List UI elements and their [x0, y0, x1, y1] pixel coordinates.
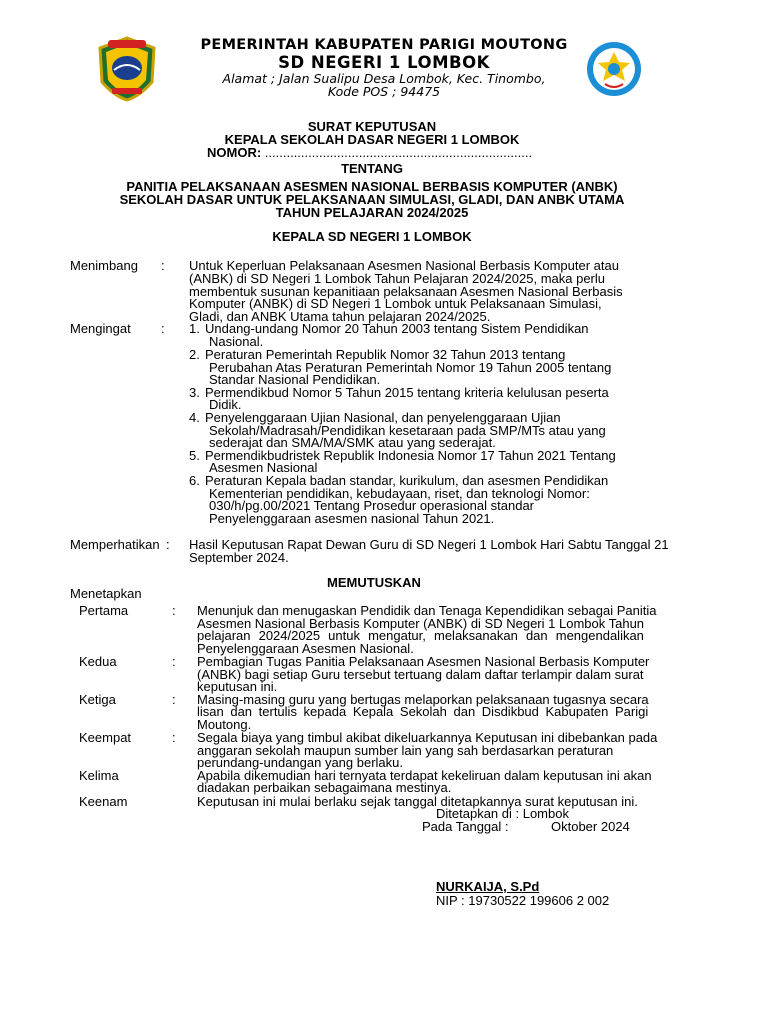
list-item-number: 2. — [189, 347, 200, 362]
decision-label: Keempat — [79, 730, 132, 745]
about-label: TENTANG — [341, 161, 403, 176]
list-item-line: Undang-undang Nomor 20 Tahun 2003 tentang Sistem Pendidikan — [205, 321, 589, 336]
decision-colon: : — [172, 730, 176, 745]
decision-line: Asesmen Nasional Berbasis Komputer (ANBK) di SD Negeri 1 Lombok Tahun — [197, 616, 645, 631]
number-dots: .......................................................................... — [264, 145, 533, 160]
list-item-line: Nasional. — [209, 334, 264, 349]
decision-line: Menunjuk dan menugaskan Pendidik dan Tenaga Kependidikan sebagai Panitia — [197, 603, 657, 618]
decision-line: (ANBK) bagi setiap Guru tersebut tertuang dalam daftar terlampir dalam surat — [197, 667, 644, 682]
issuer: KEPALA SEKOLAH DASAR NEGERI 1 LOMBOK — [224, 132, 520, 147]
mengingat-colon: : — [161, 321, 165, 336]
list-item-line: Peraturan Pemerintah Republik Nomor 32 Tahun 2013 tentang — [205, 347, 566, 362]
list-item-number: 1. — [189, 321, 200, 336]
decision-line: Apabila dikemudian hari ternyata terdapat kekeliruan dalam keputusan ini akan — [197, 768, 652, 783]
menimbang-colon: : — [161, 258, 165, 273]
decision-line: Moutong. — [197, 717, 252, 732]
decision-label: Pertama — [79, 603, 129, 618]
list-item-line: 030/h/pg.00/2021 Tentang Prosedur operasional standar — [209, 498, 535, 513]
list-item-line: Permendikbudristek Republik Indonesia Nomor 17 Tahun 2021 Tentang — [205, 448, 616, 463]
list-item-line: Peraturan Kepala badan standar, kurikulum, dan asesmen Pendidikan — [205, 473, 609, 488]
tut-wuri-logo — [585, 40, 643, 98]
subject-line1: PANITIA PELAKSANAAN ASESMEN NASIONAL BERBASIS KOMPUTER (ANBK) — [126, 179, 618, 194]
decision-colon: : — [172, 692, 176, 707]
decision-line: keputusan ini. — [197, 679, 278, 694]
memperhatikan-line: Hasil Keputusan Rapat Dewan Guru di SD Negeri 1 Lombok Hari Sabtu Tanggal 21 — [189, 537, 669, 552]
list-item-line: Permendikbud Nomor 5 Tahun 2015 tentang kriteria kelulusan peserta — [205, 385, 609, 400]
regency-logo — [96, 36, 158, 102]
decision-label: Keenam — [79, 794, 128, 809]
list-item-number: 4. — [189, 410, 200, 425]
menimbang-line: Komputer (ANBK) di SD Negeri 1 Lombok untuk Pelaksanaan Simulasi, — [189, 296, 602, 311]
signature-date-value: Oktober 2024 — [551, 819, 630, 834]
letterhead-address-line2: Kode POS ; 94475 — [327, 84, 441, 99]
decision-line: lisan dan tertulis kepada Kepala Sekolah dan Disdikbud Kabupaten Parigi — [197, 704, 649, 719]
menimbang-line: Gladi, dan ANBK Utama tahun pelajaran 2024/2025. — [189, 309, 491, 324]
decision-colon: : — [172, 603, 176, 618]
decision-label: Kedua — [79, 654, 117, 669]
memperhatikan-colon: : — [166, 537, 170, 552]
list-item-line: Perubahan Atas Peraturan Pemerintah Nomor 19 Tahun 2005 tentang — [209, 360, 612, 375]
mengingat-label: Mengingat — [70, 321, 131, 336]
menimbang-line: Untuk Keperluan Pelaksanaan Asesmen Nasional Berbasis Komputer atau — [189, 258, 619, 273]
decree-number — [207, 145, 532, 160]
memperhatikan-line: September 2024. — [189, 550, 289, 565]
decision-colon: : — [172, 654, 176, 669]
decision-line: Pembagian Tugas Panitia Pelaksanaan Asesmen Nasional Berbasis Komputer — [197, 654, 650, 669]
menimbang-line: membentuk susunan kepanitiaan pelaksanaan Asesmen Nasional Berbasis — [189, 284, 623, 299]
subject-line2: SEKOLAH DASAR UNTUK PELAKSANAAN SIMULASI, GLADI, DAN ANBK UTAMA — [119, 192, 625, 207]
list-item-line: Sekolah/Madrasah/Pendidikan kesetaraan pada SMP/MTs atau yang — [209, 423, 606, 438]
number-label: NOMOR: — [207, 145, 262, 160]
decision-line: Segala biaya yang timbul akibat dikeluarkannya Keputusan ini dibebankan pada — [197, 730, 658, 745]
decision-line: Penyelenggaraan Asesmen Nasional. — [197, 641, 414, 656]
list-item-line: Kementerian pendidikan, kebudayaan, riset, dan teknologi Nomor: — [209, 486, 590, 501]
doc-type: SURAT KEPUTUSAN — [307, 119, 437, 134]
menetapkan-label: Menetapkan — [70, 586, 142, 601]
list-item-line: Penyelenggaraan Ujian Nasional, dan penyelenggaraan Ujian — [205, 410, 561, 425]
decision-line: pelajaran 2024/2025 untuk mengatur, melaksanakan dan mengendalikan — [197, 628, 644, 643]
list-item-line: Standar Nasional Pendidikan. — [209, 372, 381, 387]
signatory-nip: NIP : 19730522 199606 2 002 — [436, 893, 610, 908]
menimbang-label: Menimbang — [70, 258, 138, 273]
decision-heading: MEMUTUSKAN — [327, 575, 421, 590]
letterhead-address-line1: Alamat ; Jalan Sualipu Desa Lombok, Kec. Tinombo, — [222, 71, 546, 86]
list-item-number: 5. — [189, 448, 200, 463]
authority: KEPALA SD NEGERI 1 LOMBOK — [272, 229, 472, 244]
decision-line: diadakan perbaikan sebagaimana mestinya. — [197, 780, 452, 795]
list-item-number: 6. — [189, 473, 200, 488]
list-item-number: 3. — [189, 385, 200, 400]
memperhatikan-label: Memperhatikan — [70, 537, 160, 552]
letterhead-government: PEMERINTAH KABUPATEN PARIGI MOUTONG — [200, 37, 568, 53]
signature-date-label: Pada Tanggal : — [422, 819, 509, 834]
subject-line3: TAHUN PELAJARAN 2024/2025 — [275, 205, 469, 220]
decision-label: Kelima — [79, 768, 119, 783]
decision-line: perundang-undangan yang berlaku. — [197, 755, 404, 770]
decision-line: Masing-masing guru yang bertugas melaporkan pelaksanaan tugasnya secara — [197, 692, 649, 707]
list-item-line: Asesmen Nasional — [209, 460, 318, 475]
letterhead-school: SD NEGERI 1 LOMBOK — [278, 53, 490, 72]
decision-label: Ketiga — [79, 692, 116, 707]
decision-line: Keputusan ini mulai berlaku sejak tanggal ditetapkannya surat keputusan ini. — [197, 794, 638, 809]
list-item-line: Didik. — [209, 397, 242, 412]
menimbang-line: (ANBK) di SD Negeri 1 Lombok Tahun Pelajaran 2024/2025, maka perlu — [189, 271, 605, 286]
decision-line: anggaran sekolah maupun sumber lain yang sah berdasarkan peraturan — [197, 743, 614, 758]
list-item-line: Penyelenggaraan asesmen nasional Tahun 2021. — [209, 511, 495, 526]
signatory-name: NURKAIJA, S.Pd — [436, 879, 540, 894]
list-item-line: sederajat dan SMA/MA/SMK atau yang sederajat. — [209, 435, 496, 450]
signature-place: Ditetapkan di : Lombok — [436, 806, 569, 821]
